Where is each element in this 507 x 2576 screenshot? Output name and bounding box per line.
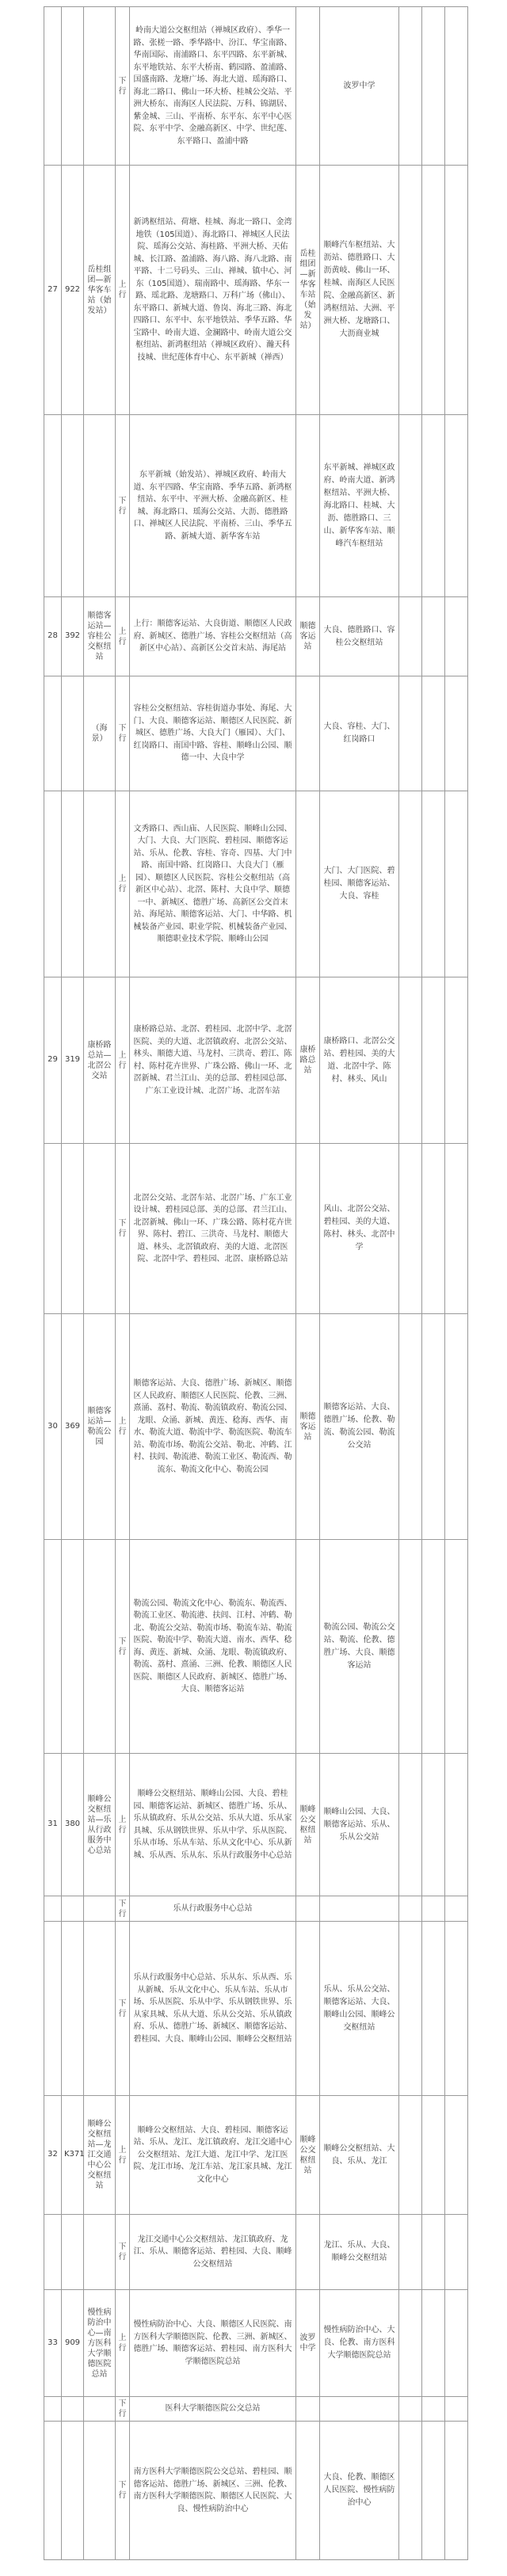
- direction-label: 上行: [116, 1754, 130, 1896]
- empty-cell: [422, 7, 445, 166]
- direction-label: 上行: [116, 166, 130, 415]
- empty-cell: [445, 1144, 468, 1314]
- empty-cell: [422, 676, 445, 791]
- table-row: [44, 977, 468, 1144]
- terminal-name: [84, 1144, 116, 1314]
- via-stop: [296, 1144, 320, 1314]
- empty-cell: [422, 1144, 445, 1314]
- table-row: [44, 1754, 468, 1896]
- terminal-name: 康桥路总站—北滘公交站: [84, 977, 116, 1144]
- stops-list: 东平新城（始发站）、禅城区政府、岭南大道、东平四路、华宝南路、季华五路、新鸿枢纽站、东平中、平洲大桥、金融高新区、桂城、海北路口、瑶海公交站、大沥、德胜路口、禅城区人民法院、平南桥、三山、季华五路、新城大道、新华客车站: [130, 415, 296, 597]
- empty-cell: [422, 166, 445, 415]
- via-stop: [296, 1540, 320, 1754]
- empty-cell: [399, 2397, 422, 2422]
- row-number: [44, 791, 62, 977]
- empty-cell: [399, 1896, 422, 1922]
- transfer-stops: 勒流公园、勒流公交站、勒流、伦教、德胜广场、大良、顺德客运站: [320, 1540, 399, 1754]
- transfer-stops: 大良、容桂、大门、红岗路口: [320, 676, 399, 791]
- empty-cell: [399, 2215, 422, 2290]
- terminal-name: [84, 415, 116, 597]
- transfer-stops: 顺峰汽车枢纽站、大沥站、德胜路口、大沥黄岐、佛山一环、桂城、南海区人民医院、金融高新区、新鸿枢纽站、大洲、平洲大桥、龙塘路口、大沥商业城: [320, 166, 399, 415]
- route-number: K371: [62, 2096, 84, 2215]
- empty-cell: [399, 2096, 422, 2215]
- via-stop: [296, 2215, 320, 2290]
- row-number: [44, 1540, 62, 1754]
- via-stop: 康桥路总站: [296, 977, 320, 1144]
- route-number: 369: [62, 1314, 84, 1540]
- empty-cell: [445, 2290, 468, 2397]
- stops-list: 龙江交通中心公交枢纽站、龙江镇政府、龙江、乐从、顺德客运站、碧桂园、大良、顺峰公交枢纽站: [130, 2215, 296, 2290]
- empty-cell: [445, 7, 468, 166]
- direction-label: 下行: [116, 2397, 130, 2422]
- row-number: 29: [44, 977, 62, 1144]
- direction-label: 下行: [116, 7, 130, 166]
- empty-cell: [399, 2422, 422, 2560]
- direction-label: 上行: [116, 2096, 130, 2215]
- table-row: [44, 1144, 468, 1314]
- empty-cell: [445, 791, 468, 977]
- route-number: [62, 2397, 84, 2422]
- terminal-name: [84, 2397, 116, 2422]
- transfer-stops: 慢性病防治中心、大良、伦教、南方医科大学顺德医院总站: [320, 2290, 399, 2397]
- terminal-name: [84, 1540, 116, 1754]
- stops-list: 慢性病防治中心、大良、顺德区人民医院、南方医科大学顺德医院、伦教、三洲、新城区、德胜广场、顺德客运站、碧桂园、南方医科大学顺德医院总站: [130, 2290, 296, 2397]
- transfer-stops: 大良、德胜路口、容桂公交枢纽站: [320, 597, 399, 676]
- empty-cell: [399, 791, 422, 977]
- terminal-name: 顺德客运站—勒流公园: [84, 1314, 116, 1540]
- via-stop: [296, 415, 320, 597]
- route-number: [62, 1144, 84, 1314]
- route-number: [62, 791, 84, 977]
- row-number: [44, 2215, 62, 2290]
- row-number: 32: [44, 2096, 62, 2215]
- stops-list: 乐从行政服务中心总站、乐从东、乐从西、乐从新城、乐从文化中心、乐从车站、乐从市场、乐从医院、乐从中学、乐从钢铁世界、乐从家具城、乐从大道、乐从公交站、乐从镇政府、乐从、德胜广场、新城区、顺德客运站、碧桂园、大良、顺峰山公园、顺峰公交枢纽站: [130, 1922, 296, 2096]
- table-row: [44, 1896, 468, 1922]
- route-number: 392: [62, 597, 84, 676]
- empty-cell: [399, 166, 422, 415]
- transfer-stops: 顺峰公交枢纽站、大良、乐从、龙江: [320, 2096, 399, 2215]
- empty-cell: [422, 2422, 445, 2560]
- transfer-stops: 东平新城、禅城区政府、岭南大道、新鸿枢纽站、平洲大桥、海北路口、桂城、大沥、德胜路口、三山、新华客车站、顺峰汽车枢纽站: [320, 415, 399, 597]
- table-row: [44, 1922, 468, 2096]
- row-number: 31: [44, 1754, 62, 1896]
- bus-route-table: [44, 6, 468, 2560]
- direction-label: 下行: [116, 676, 130, 791]
- empty-cell: [422, 1540, 445, 1754]
- row-number: [44, 7, 62, 166]
- table-row: [44, 415, 468, 597]
- terminal-name: 岳桂组团—新华客车站（始发站）: [84, 166, 116, 415]
- transfer-stops: 乐从、乐从公交站、顺德客运站、大良、顺峰山公园、顺峰公交枢纽站: [320, 1922, 399, 2096]
- route-number: [62, 7, 84, 166]
- transfer-stops: 大良、伦教、顺德区人民医院、慢性病防治中心: [320, 2422, 399, 2560]
- stops-list: 勒流公园、勒流文化中心、勒流东、勒流西、勒流工业区、勒流港、扶闾、江村、冲鹤、勒北、勒流公交站、勒流市场、勒流车站、勒流医院、勒流中学、勒流大道、南水、西华、稔海、黄连、新城、众涌、龙眼、勒流镇政府、勒流、荔村、熹涌、三洲、伦教、顺德区人民医院、顺德区人民政府、新城区、德胜广场、大良、顺德客运站: [130, 1540, 296, 1754]
- terminal-name: 顺德客运站—容桂公交枢纽站: [84, 597, 116, 676]
- transfer-stops: 波罗中学: [320, 7, 399, 166]
- transfer-stops: 康桥路口、北滘公交站、碧桂园、美的大道、北滘中学、陈村、林头、风山: [320, 977, 399, 1144]
- terminal-name: [84, 1896, 116, 1922]
- row-number: [44, 2397, 62, 2422]
- row-number: [44, 676, 62, 791]
- direction-label: 下行: [116, 415, 130, 597]
- direction-label: 下行: [116, 2422, 130, 2560]
- route-number: [62, 1540, 84, 1754]
- table-row: [44, 2215, 468, 2290]
- terminal-name: [84, 1922, 116, 2096]
- row-number: [44, 1144, 62, 1314]
- empty-cell: [399, 415, 422, 597]
- route-table-page: [44, 6, 467, 2560]
- stops-list: 岭南大道公交枢纽站（禅城区政府）、季华一路、张槎一路、季华路中、汾江、华宝南路、华南国际、南浦路口、东平四路、东平新城、东平地铁站、东平大桥南、鹤园路、盈浦路、国盛南路、龙塘广场、海北大道、瑶海路口、海北二路口、佛山一环大桥、桂城公交站、平洲大桥东、南海区人民法院、万科、锦湖居、紫金城、三山、平南桥、东平东、东平中心医院、东平中学、金融高新区、中学、世纪莲、东平路口、盈浦中路: [130, 7, 296, 166]
- route-number: 380: [62, 1754, 84, 1896]
- empty-cell: [422, 2397, 445, 2422]
- stops-list: 文秀路口、西山庙、人民医院、顺峰山公园、大门、大良、大门医院、碧桂园、顺德客运站、乐从、伦教、容桂、容奇、四基、大门中路、南国中路、红岗路口、大良大门（雁园）、顺德区人民医院、容桂公交枢纽站（高新区中心站）、北滘、陈村、大良中学、顺德一中、新城区、德胜广场、高新区公交首末站、海尾站、顺德客运站、大门、中华路、机械装备产业园、职业学院、机械装备产业园、顺德职业技术学院、顺峰山公园: [130, 791, 296, 977]
- table-row: [44, 791, 468, 977]
- transfer-stops: 龙江、乐从、大良、顺峰公交枢纽站: [320, 2215, 399, 2290]
- empty-cell: [399, 977, 422, 1144]
- route-number: 922: [62, 166, 84, 415]
- empty-cell: [422, 1922, 445, 2096]
- table-row: [44, 2096, 468, 2215]
- via-stop: 顺德客运站: [296, 597, 320, 676]
- stops-list: 北滘公交站、北滘车站、北滘广场、广东工业设计城、碧桂园总部、美的总部、君兰江山、北滘新城、佛山一环、广珠公路、陈村花卉世界、陈村、碧江、三洪奇、马龙村、顺德大道、林头、北滘镇政府、美的大道、北滘医院、北滘中学、碧桂园、北滘、康桥路总站: [130, 1144, 296, 1314]
- via-stop: [296, 2397, 320, 2422]
- empty-cell: [445, 597, 468, 676]
- via-stop: [296, 2422, 320, 2560]
- empty-cell: [445, 2397, 468, 2422]
- direction-label: 上行: [116, 2290, 130, 2397]
- direction-label: 下行: [116, 2215, 130, 2290]
- route-number: 909: [62, 2290, 84, 2397]
- row-number: [44, 1922, 62, 2096]
- empty-cell: [422, 977, 445, 1144]
- direction-label: 下行: [116, 1922, 130, 2096]
- stops-list: 顺德客运站、大良、德胜广场、新城区、顺德区人民政府、顺德区人民医院、伦教、三洲、熹涌、荔村、勒流、勒流镇政府、勒流公园、龙眼、众涌、新城、黄连、稔海、西华、南水、勒流大道、勒流中学、勒流医院、勒流车站、勒流市场、勒流公交站、勒北、冲鹤、江村、扶闾、勒流港、勒流工业区、勒流西、勒流东、勒流文化中心、勒流公园: [130, 1314, 296, 1540]
- empty-cell: [445, 1314, 468, 1540]
- empty-cell: [445, 415, 468, 597]
- empty-cell: [399, 1314, 422, 1540]
- route-number: [62, 2422, 84, 2560]
- empty-cell: [399, 597, 422, 676]
- direction-label: 下行: [116, 1896, 130, 1922]
- empty-cell: [399, 676, 422, 791]
- via-stop: [296, 1896, 320, 1922]
- empty-cell: [445, 1922, 468, 2096]
- table-row: [44, 676, 468, 791]
- row-number: 28: [44, 597, 62, 676]
- empty-cell: [445, 1896, 468, 1922]
- table-row: [44, 1314, 468, 1540]
- table-row: [44, 2397, 468, 2422]
- via-stop: 波罗中学: [296, 2290, 320, 2397]
- route-number: 319: [62, 977, 84, 1144]
- empty-cell: [445, 2422, 468, 2560]
- empty-cell: [445, 676, 468, 791]
- stops-list: 顺峰公交枢纽站、大良、碧桂园、顺德客运站、乐从、龙江、龙江镇政府、龙江交通中心公交枢纽站、龙江大道、龙江中学、龙江医院、龙江市场、龙江车站、龙江家具城、龙江文化中心: [130, 2096, 296, 2215]
- transfer-stops: [320, 1896, 399, 1922]
- via-stop: [296, 1922, 320, 2096]
- table-row: [44, 7, 468, 166]
- direction-label: 下行: [116, 1540, 130, 1754]
- row-number: 27: [44, 166, 62, 415]
- empty-cell: [422, 2215, 445, 2290]
- transfer-stops: [320, 2397, 399, 2422]
- empty-cell: [399, 1922, 422, 2096]
- direction-label: 上行: [116, 791, 130, 977]
- stops-list: 康桥路总站、北滘、碧桂园、北滘中学、北滘医院、美的大道、北滘镇政府、北滘公交站、林头、顺德大道、马龙村、三洪奇、碧江、陈村、陈村花卉世界、广珠公路、佛山一环、北滘新城、君兰江山、美的总部、碧桂园总部、广东工业设计城、北滘广场、北滘车站: [130, 977, 296, 1144]
- stops-list: 乐从行政服务中心总站: [130, 1896, 296, 1922]
- empty-cell: [445, 977, 468, 1144]
- terminal-name: （海景）: [84, 676, 116, 791]
- route-number: [62, 1922, 84, 2096]
- stops-list: 南方医科大学顺德医院公交总站、碧桂园、顺德客运站、德胜广场、新城区、三洲、伦教、南方医科大学顺德医院、顺德区人民医院、大良、慢性病防治中心: [130, 2422, 296, 2560]
- via-stop: [296, 791, 320, 977]
- empty-cell: [445, 2096, 468, 2215]
- via-stop: 顺德客运站: [296, 1314, 320, 1540]
- transfer-stops: 顺峰山公园、大良、顺德客运站、乐从、乐从公交站: [320, 1754, 399, 1896]
- empty-cell: [399, 7, 422, 166]
- stops-list: 医科大学顺德医院公交总站: [130, 2397, 296, 2422]
- empty-cell: [422, 791, 445, 977]
- terminal-name: 顺峰公交枢纽站—乐从行政服务中心总站: [84, 1754, 116, 1896]
- empty-cell: [445, 1540, 468, 1754]
- row-number: [44, 2422, 62, 2560]
- route-number: [62, 2215, 84, 2290]
- row-number: 30: [44, 1314, 62, 1540]
- empty-cell: [445, 166, 468, 415]
- empty-cell: [445, 2215, 468, 2290]
- table-row: [44, 2290, 468, 2397]
- direction-label: 上行: [116, 977, 130, 1144]
- transfer-stops: 风山、北滘公交站、碧桂园、美的大道、陈村、林头、北滘中学: [320, 1144, 399, 1314]
- empty-cell: [422, 2290, 445, 2397]
- empty-cell: [422, 2096, 445, 2215]
- stops-list: 顺峰公交枢纽站、顺峰山公园、大良、碧桂园、顺德客运站、新城区、德胜广场、乐从、乐从镇政府、乐从公交站、乐从大道、乐从家具城、乐从钢铁世界、乐从中学、乐从医院、乐从市场、乐从车站、乐从文化中心、乐从新城、乐从西、乐从东、乐从行政服务中心总站: [130, 1754, 296, 1896]
- empty-cell: [422, 597, 445, 676]
- empty-cell: [422, 1754, 445, 1896]
- empty-cell: [399, 1540, 422, 1754]
- transfer-stops: 顺德客运站、大良、德胜广场、伦教、勒流、勒流公园、勒流公交站: [320, 1314, 399, 1540]
- row-number: [44, 415, 62, 597]
- terminal-name: 慢性病防治中心—南方医科大学顺德医院总站: [84, 2290, 116, 2397]
- table-row: [44, 166, 468, 415]
- via-stop: 顺峰公交枢纽站: [296, 2096, 320, 2215]
- empty-cell: [422, 1896, 445, 1922]
- row-number: 33: [44, 2290, 62, 2397]
- terminal-name: [84, 2215, 116, 2290]
- terminal-name: 顺峰公交枢纽站—龙江交通中心公交枢纽站: [84, 2096, 116, 2215]
- direction-label: 上行: [116, 597, 130, 676]
- via-stop: [296, 676, 320, 791]
- empty-cell: [399, 1144, 422, 1314]
- empty-cell: [422, 415, 445, 597]
- transfer-stops: 大门、大门医院、碧桂园、顺德客运站、大良、容桂: [320, 791, 399, 977]
- route-number: [62, 1896, 84, 1922]
- via-stop: 岳桂组团—新华客车站（始发站）: [296, 166, 320, 415]
- empty-cell: [399, 2290, 422, 2397]
- empty-cell: [422, 1314, 445, 1540]
- table-row: [44, 1540, 468, 1754]
- via-stop: 顺峰公交枢纽站: [296, 1754, 320, 1896]
- terminal-name: [84, 791, 116, 977]
- terminal-name: [84, 7, 116, 166]
- stops-list: 容桂公交枢纽站、容桂街道办事处、海尾、大门、大良、顺德客运站、顺德区人民医院、新城区、德胜广场、大良大门（雁园）、大门、红岗路口、南国中路、容桂、顺峰山公园、顺德一中、大良中学: [130, 676, 296, 791]
- terminal-name: [84, 2422, 116, 2560]
- row-number: [44, 1896, 62, 1922]
- via-stop: [296, 7, 320, 166]
- route-number: [62, 676, 84, 791]
- route-number: [62, 415, 84, 597]
- direction-label: 上行: [116, 1314, 130, 1540]
- direction-label: 下行: [116, 1144, 130, 1314]
- stops-list: 新鸿枢纽站、荷塘、桂城、海北一路口、金湾地铁（105国道）、海北路口、禅城区人民法院、瑶海公交站、海桂路、平洲大桥、天佑城、长江路、盈浦路、海八路、海八北路、南平路、十二号码头、三山、禅城、镇中心、河东（105国道）、瑞南路中、瑶海路、华东一路、瑶北路、龙塘路口、万科广场（佛山）、东平路口、新城大道、鲁岗、海北三路、海北四路口、东平中、东平地铁站、季华五路、华宝路中、岭南大道、金澜路中、岭南大道公交枢纽站、新鸿枢纽站（禅城区政府）、瀚天科技城、世纪莲体育中心、东平新城（禅西）: [130, 166, 296, 415]
- table-row: [44, 597, 468, 676]
- empty-cell: [445, 1754, 468, 1896]
- stops-list: 上行：顺德客运站、大良街道、顺德区人民政府、新城区、德胜广场、容桂公交枢纽站（高新区中心站）、高新区公交首末站、海尾站: [130, 597, 296, 676]
- empty-cell: [399, 1754, 422, 1896]
- table-row: [44, 2422, 468, 2560]
